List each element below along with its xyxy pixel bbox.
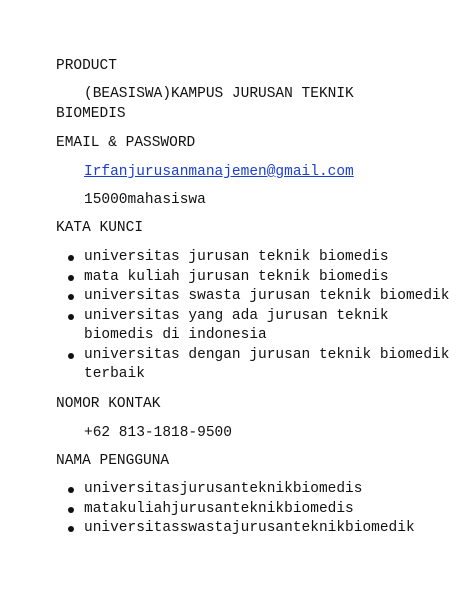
bullet-icon	[68, 526, 74, 532]
list-item	[66, 287, 449, 307]
keyword-text-continued: terbaik	[84, 366, 145, 382]
username-text: matakuliahjurusanteknikbiomedis	[84, 500, 354, 517]
list-item	[66, 307, 449, 346]
bullet-icon	[68, 507, 74, 513]
list-item	[66, 480, 415, 500]
product-heading: PRODUCT	[56, 58, 117, 74]
bullet-icon	[68, 353, 74, 359]
list-item	[66, 248, 449, 268]
product-title-line1: (BEASISWA)KAMPUS JURUSAN TEKNIK	[84, 86, 354, 102]
email-password-heading: EMAIL & PASSWORD	[56, 135, 196, 151]
bullet-icon	[68, 314, 74, 320]
list-item	[66, 268, 449, 288]
keyword-text: universitas swasta jurusan teknik biomedik	[84, 288, 450, 304]
list-item	[66, 346, 449, 385]
username-text: universitasswastajurusanteknikbiomedik	[84, 520, 415, 536]
bullet-icon	[68, 255, 74, 261]
bullet-icon	[68, 294, 74, 300]
nomor-kontak-heading: NOMOR KONTAK	[56, 396, 161, 412]
bullet-icon	[68, 275, 74, 281]
phone-number: +62 813-1818-9500	[84, 425, 232, 441]
email-link[interactable]: Irfanjurusanmanajemen@gmail.com	[84, 164, 354, 180]
username-text: universitasjurusanteknikbiomedis	[84, 481, 363, 497]
kata-kunci-heading: KATA KUNCI	[56, 220, 144, 236]
keyword-text-continued: biomedis di indonesia	[84, 327, 267, 343]
nama-pengguna-heading: NAMA PENGGUNA	[56, 453, 170, 469]
nama-pengguna-list	[66, 480, 415, 539]
bullet-icon	[68, 487, 74, 493]
list-item	[66, 519, 415, 539]
kata-kunci-list	[66, 248, 449, 385]
keyword-text: universitas jurusan teknik biomedis	[84, 249, 389, 265]
keyword-text: universitas yang ada jurusan teknik	[84, 307, 389, 324]
product-title-line2: BIOMEDIS	[56, 106, 126, 122]
list-item	[66, 500, 415, 520]
keyword-text: mata kuliah jurusan teknik biomedis	[84, 268, 389, 285]
keyword-text: universitas dengan jurusan teknik biomedik	[84, 346, 450, 363]
password-text: 15000mahasiswa	[84, 192, 206, 208]
